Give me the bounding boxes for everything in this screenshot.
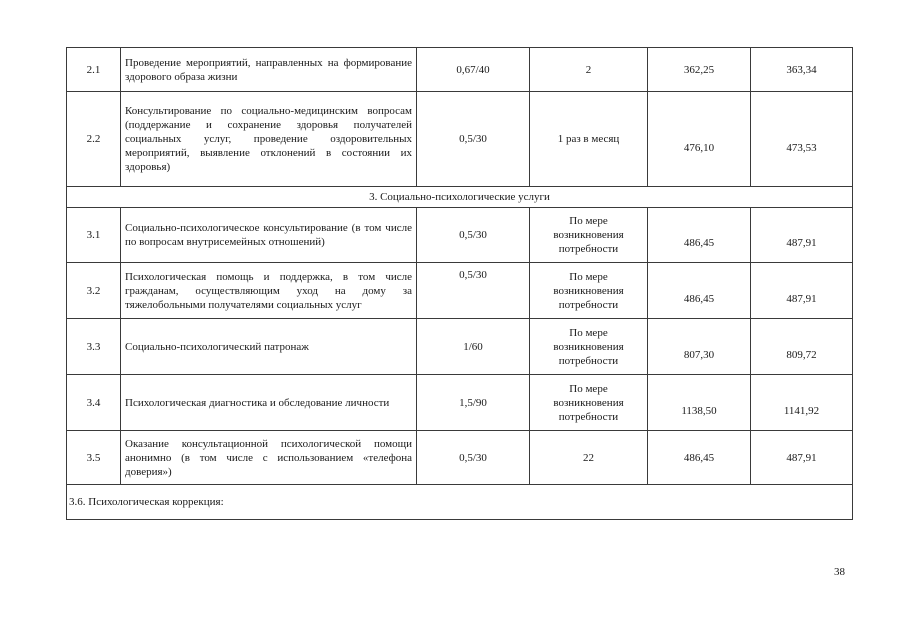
row-number: 3.3 [67,319,121,375]
service-price-alt: 487,91 [751,263,853,319]
subsection-title: 3.6. Психологическая коррекция: [67,485,853,520]
service-name: Оказание консультационной психологической помощи анонимно (в том числе с использованием «телефона доверия») [121,431,417,485]
service-frequency: По мере возникновения потребности [530,319,648,375]
service-frequency: По мере возникновения потребности [530,375,648,431]
service-price-alt: 363,34 [751,48,853,92]
subsection-heading-row [67,485,853,520]
service-frequency: 22 [530,431,648,485]
row-number: 3.4 [67,375,121,431]
row-number: 3.2 [67,263,121,319]
service-name: Социально-психологический патронаж [121,319,417,375]
service-price: 476,10 [648,92,751,187]
section-title: 3. Социально-психологические услуги [67,187,853,208]
service-price: 362,25 [648,48,751,92]
service-price-alt: 473,53 [751,92,853,187]
table-row [67,263,853,319]
service-price-alt: 1141,92 [751,375,853,431]
table-row [67,431,853,485]
service-price: 807,30 [648,319,751,375]
table-row [67,92,853,187]
service-frequency: 2 [530,48,648,92]
service-time: 0,5/30 [417,431,530,485]
row-number: 3.1 [67,208,121,263]
service-time: 0,5/30 [417,92,530,187]
service-time: 0,67/40 [417,48,530,92]
service-name: Психологическая помощь и поддержка, в том числе гражданам, осуществляющим уход на дому за тяжелобольными получателями социальных услуг [121,263,417,319]
service-frequency: 1 раз в месяц [530,92,648,187]
row-number: 2.2 [67,92,121,187]
section-heading-row [67,187,853,208]
service-price-alt: 487,91 [751,431,853,485]
service-name: Консультирование по социально-медицинским вопросам (поддержание и сохранение здоровья получателей социальных услуг, проведение оздоровительных мероприятий, выявление отклонений в состоянии их здоровья) [121,92,417,187]
service-frequency: По мере возникновения потребности [530,263,648,319]
table-row [67,208,853,263]
service-time: 1,5/90 [417,375,530,431]
table-row [67,375,853,431]
service-price: 486,45 [648,208,751,263]
service-price-alt: 809,72 [751,319,853,375]
service-frequency: По мере возникновения потребности [530,208,648,263]
document-page [66,47,852,520]
services-table [66,47,853,520]
service-price-alt: 487,91 [751,208,853,263]
service-price: 486,45 [648,431,751,485]
row-number: 2.1 [67,48,121,92]
service-name: Социально-психологическое консультирование (в том числе по вопросам внутрисемейных отношений) [121,208,417,263]
service-name: Психологическая диагностика и обследование личности [121,375,417,431]
service-time: 0,5/30 [417,263,530,319]
page-number: 38 [834,566,845,578]
service-name: Проведение мероприятий, направленных на формирование здорового образа жизни [121,48,417,92]
table-row [67,48,853,92]
table-row [67,319,853,375]
service-price: 486,45 [648,263,751,319]
service-price: 1138,50 [648,375,751,431]
service-time: 1/60 [417,319,530,375]
service-time: 0,5/30 [417,208,530,263]
row-number: 3.5 [67,431,121,485]
